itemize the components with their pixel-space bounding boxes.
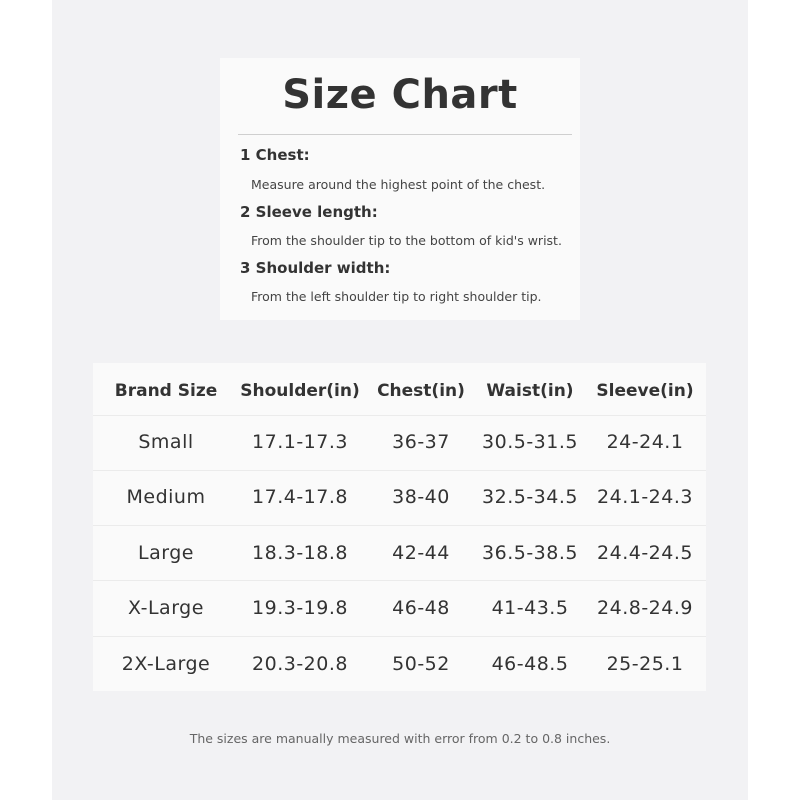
table-cell-shoulder: 20.3-20.8 xyxy=(252,653,348,675)
measurement-desc-sleeve: From the shoulder tip to the bottom of kid's wrist. xyxy=(251,233,562,248)
table-cell-sleeve: 24.1-24.3 xyxy=(597,486,693,508)
table-cell-size: X-Large xyxy=(128,597,204,619)
table-cell-chest: 42-44 xyxy=(392,542,450,564)
measurement-label-shoulder: 3 Shoulder width: xyxy=(240,259,391,277)
column-header-brand-size: Brand Size xyxy=(114,381,218,401)
title-divider xyxy=(238,134,572,135)
table-cell-chest: 38-40 xyxy=(392,486,450,508)
table-cell-size: Small xyxy=(138,431,194,453)
row-divider xyxy=(93,580,706,581)
table-cell-shoulder: 18.3-18.8 xyxy=(252,542,348,564)
size-table xyxy=(93,363,706,691)
column-header-waist: Waist(in) xyxy=(486,381,574,401)
table-cell-waist: 41-43.5 xyxy=(491,597,569,619)
row-divider xyxy=(93,415,706,416)
table-cell-sleeve: 25-25.1 xyxy=(606,653,684,675)
column-header-chest: Chest(in) xyxy=(377,381,465,401)
table-cell-chest: 50-52 xyxy=(392,653,450,675)
table-cell-waist: 32.5-34.5 xyxy=(482,486,578,508)
table-cell-size: Large xyxy=(138,542,194,564)
page-title: Size Chart xyxy=(282,72,518,118)
measurement-desc-chest: Measure around the highest point of the chest. xyxy=(251,177,546,192)
column-header-sleeve: Sleeve(in) xyxy=(596,381,694,401)
table-cell-shoulder: 17.4-17.8 xyxy=(252,486,348,508)
row-divider xyxy=(93,525,706,526)
row-divider xyxy=(93,470,706,471)
table-cell-shoulder: 19.3-19.8 xyxy=(252,597,348,619)
row-divider xyxy=(93,636,706,637)
table-cell-waist: 30.5-31.5 xyxy=(482,431,578,453)
measurement-footnote: The sizes are manually measured with error from 0.2 to 0.8 inches. xyxy=(189,731,611,746)
measurement-desc-shoulder: From the left shoulder tip to right shoulder tip. xyxy=(251,289,542,304)
table-cell-sleeve: 24.8-24.9 xyxy=(597,597,693,619)
table-cell-sleeve: 24.4-24.5 xyxy=(597,542,693,564)
measurement-label-sleeve: 2 Sleeve length: xyxy=(240,203,378,221)
table-cell-chest: 46-48 xyxy=(392,597,450,619)
table-cell-sleeve: 24-24.1 xyxy=(606,431,684,453)
table-cell-shoulder: 17.1-17.3 xyxy=(252,431,348,453)
table-cell-chest: 36-37 xyxy=(392,431,450,453)
column-header-shoulder: Shoulder(in) xyxy=(240,381,360,401)
table-cell-waist: 36.5-38.5 xyxy=(482,542,578,564)
measurement-label-chest: 1 Chest: xyxy=(240,146,310,164)
table-cell-waist: 46-48.5 xyxy=(491,653,569,675)
table-cell-size: Medium xyxy=(126,486,206,508)
table-cell-size: 2X-Large xyxy=(121,653,211,675)
